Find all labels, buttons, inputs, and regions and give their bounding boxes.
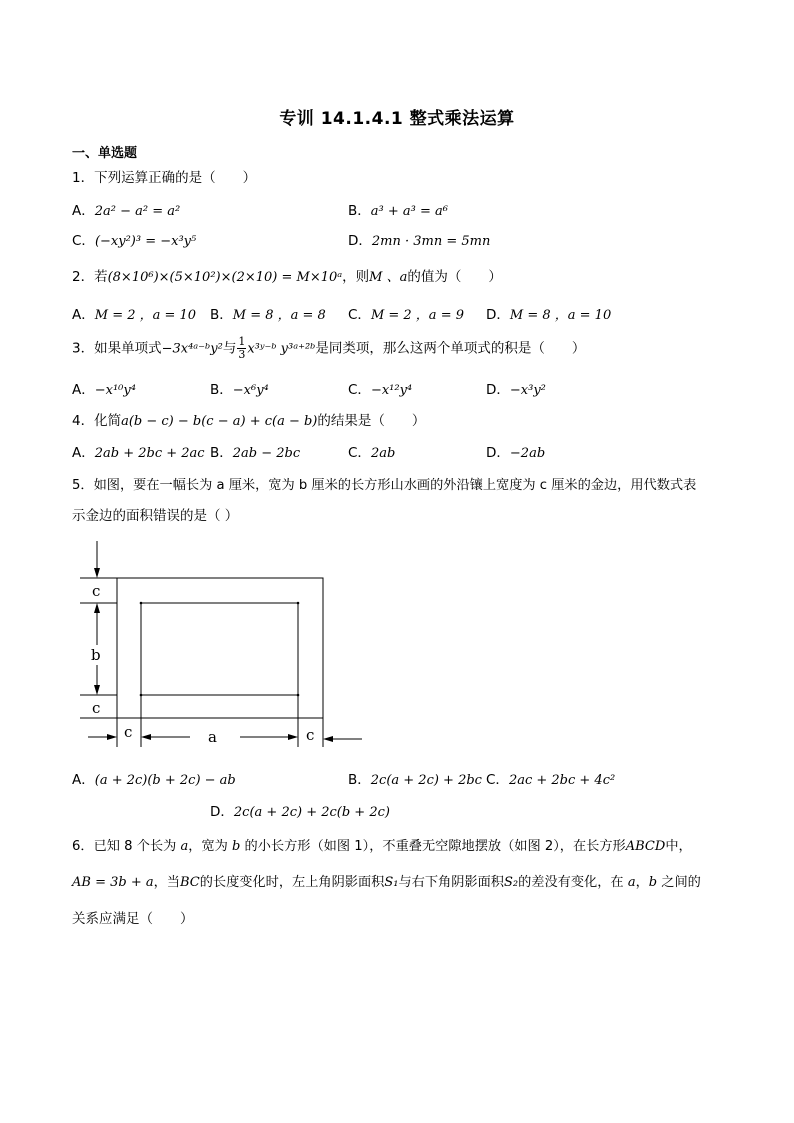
q6-var-b: b (648, 875, 658, 890)
arrow-head-icon (94, 603, 100, 613)
q3-term-2: x³ʸ⁻ᵇ y³ᵃ⁺²ᵇ (247, 341, 316, 357)
option-text: 2mn · 3mn = 5mn (371, 234, 491, 249)
q1-option-a[interactable] (72, 199, 180, 219)
q2-variables: M 、a (369, 270, 408, 285)
q6-text: 的长度变化时，左上角阴影面积 (199, 875, 385, 890)
q6-s1: S₁ (384, 875, 399, 890)
q6-text: 与右下角阴影面积 (398, 875, 504, 890)
question-5-line-2: 示金边的面积错误的是（ ） (72, 508, 239, 524)
label-c-right: c (306, 726, 315, 744)
q2-tail: 的值为（ ） (407, 269, 502, 285)
q6-s2: S₂ (503, 875, 519, 890)
q2-option-a[interactable] (72, 303, 196, 323)
q1-option-d[interactable] (348, 229, 490, 249)
arrow-head-icon (94, 685, 100, 695)
option-text: 2ab + 2bc + 2ac (94, 446, 205, 461)
page-title: 专训 14.1.4.1 整式乘法运算 (279, 109, 515, 129)
option-text: M = 2 ，a = 10 (94, 308, 197, 323)
q6-text: ，宽为 (188, 839, 233, 854)
label-c-left: c (124, 723, 133, 741)
q3-option-b[interactable] (210, 378, 269, 398)
q4-prefix: 4．化简 (72, 413, 122, 429)
option-label: C． (72, 233, 95, 249)
option-label: D． (210, 804, 234, 820)
q5-option-d[interactable] (210, 800, 390, 820)
q6-var-a: a (180, 839, 189, 854)
arrow-head-icon (107, 734, 117, 740)
question-6-line-2 (72, 871, 701, 890)
q6-rect-abcd: ABCD (625, 839, 666, 854)
q3-option-a[interactable] (72, 378, 136, 398)
option-text: M = 8 ，a = 10 (509, 308, 612, 323)
option-label: A． (72, 772, 95, 788)
option-label: C． (348, 307, 371, 323)
arrow-head-icon (288, 734, 298, 740)
option-text: (−xy²)³ = −x³y⁵ (94, 234, 197, 249)
option-label: B． (348, 772, 371, 788)
q6-text: 6．已知 8 个长为 (72, 839, 181, 854)
q6-var-a: a (627, 875, 636, 890)
q3-mid: 与 (222, 340, 237, 357)
q6-ab-expression: AB = 3b + a (72, 875, 154, 890)
q1-option-c[interactable] (72, 229, 196, 249)
question-6-line-3: 关系应满足（ ） (72, 911, 194, 927)
inner-painting-rect (141, 603, 298, 695)
q1-option-b[interactable] (348, 199, 448, 219)
q5-option-a[interactable] (72, 768, 236, 788)
q6-text: 中， (665, 839, 692, 854)
q4-tail: 的结果是（ ） (317, 413, 426, 429)
q6-text: 之间的 (657, 875, 701, 890)
option-label: D． (348, 233, 372, 249)
outer-frame-rect (117, 578, 323, 718)
label-b: b (91, 646, 101, 664)
q3-option-d[interactable] (486, 378, 546, 398)
q2-prefix: 2．若 (72, 269, 108, 285)
option-label: B． (348, 203, 371, 219)
option-label: B． (210, 445, 233, 461)
option-text: 2ab (370, 446, 396, 461)
question-2-stem (72, 265, 502, 285)
q2-option-d[interactable] (486, 303, 611, 323)
q3-tail: 是同类项，那么这两个单项式的积是（ ） (315, 340, 586, 357)
q2-option-b[interactable] (210, 303, 326, 323)
q2-expression: (8×10⁶)×(5×10²)×(2×10) = M×10ᵃ (107, 270, 343, 285)
question-1-stem: 1．下列运算正确的是（ ） (72, 170, 257, 186)
option-label: A． (72, 307, 95, 323)
option-label: B． (210, 382, 233, 398)
question-6-line-1 (72, 835, 692, 854)
q4-option-b[interactable] (210, 441, 300, 461)
q6-bc: BC (179, 875, 200, 890)
q5-frame-figure (80, 535, 370, 750)
q3-option-c[interactable] (348, 378, 412, 398)
arrow-head-icon (141, 734, 151, 740)
option-text: −x¹²y⁴ (370, 383, 413, 398)
q4-option-c[interactable] (348, 441, 395, 461)
q4-option-d[interactable] (486, 441, 545, 461)
label-c-bottom: c (92, 699, 101, 717)
option-text: 2ac + 2bc + 4c² (508, 773, 616, 788)
q4-expression: a(b − c) − b(c − a) + c(a − b) (121, 414, 318, 429)
option-label: B． (210, 307, 233, 323)
option-text: −x³y² (509, 383, 546, 398)
q2-post: ，则 (342, 269, 370, 285)
q6-var-b: b (232, 839, 241, 854)
option-text: M = 8 ，a = 8 (232, 308, 326, 323)
question-4-stem (72, 409, 425, 429)
option-text: 2c(a + 2c) + 2c(b + 2c) (233, 805, 390, 820)
fraction-numerator: 1 (238, 335, 246, 348)
option-label: A． (72, 382, 95, 398)
option-text: −x⁶y⁴ (232, 383, 269, 398)
option-label: C． (348, 382, 371, 398)
option-label: D． (486, 307, 510, 323)
q5-option-c[interactable] (486, 768, 615, 788)
section-heading: 一、单选题 (72, 146, 138, 161)
option-text: 2c(a + 2c) + 2bc (370, 773, 482, 788)
q2-option-c[interactable] (348, 303, 464, 323)
q3-prefix: 3．如果单项式 (72, 340, 162, 357)
question-5-line-1: 5．如图，要在一幅长为 a 厘米，宽为 b 厘米的长方形山水画的外沿镶上宽度为 c 厘米的金边，用代数式表 (72, 478, 697, 493)
option-label: C． (486, 772, 509, 788)
q3-term-1: −3x⁴ᵃ⁻ᵇy² (161, 341, 223, 357)
option-text: −2ab (509, 446, 546, 461)
fraction-denominator: 3 (238, 348, 246, 361)
arrow-head-icon (323, 736, 333, 742)
q4-option-a[interactable] (72, 441, 205, 461)
question-3-stem (72, 336, 585, 361)
arrow-head-icon (94, 568, 100, 578)
option-text: a³ + a³ = a⁶ (370, 204, 448, 219)
q5-option-b[interactable] (348, 768, 482, 788)
q3-fraction (237, 336, 246, 361)
label-a: a (208, 728, 217, 746)
option-text: 2ab − 2bc (232, 446, 301, 461)
q6-text: ，当 (153, 875, 180, 890)
option-text: −x¹⁰y⁴ (94, 383, 136, 398)
option-label: D． (486, 445, 510, 461)
label-c-top: c (92, 582, 101, 600)
option-label: A． (72, 445, 95, 461)
option-label: C． (348, 445, 371, 461)
option-label: A． (72, 203, 95, 219)
option-text: 2a² − a² = a² (94, 204, 181, 219)
option-text: M = 2 ，a = 9 (370, 308, 464, 323)
q6-text: 的差没有变化，在 (518, 875, 628, 890)
q6-text: 的小长方形（如图 1），不重叠无空隙地摆放（如图 2），在长方形 (240, 839, 626, 854)
q6-text: ， (635, 875, 649, 890)
option-label: D． (486, 382, 510, 398)
option-text: (a + 2c)(b + 2c) − ab (94, 773, 236, 788)
